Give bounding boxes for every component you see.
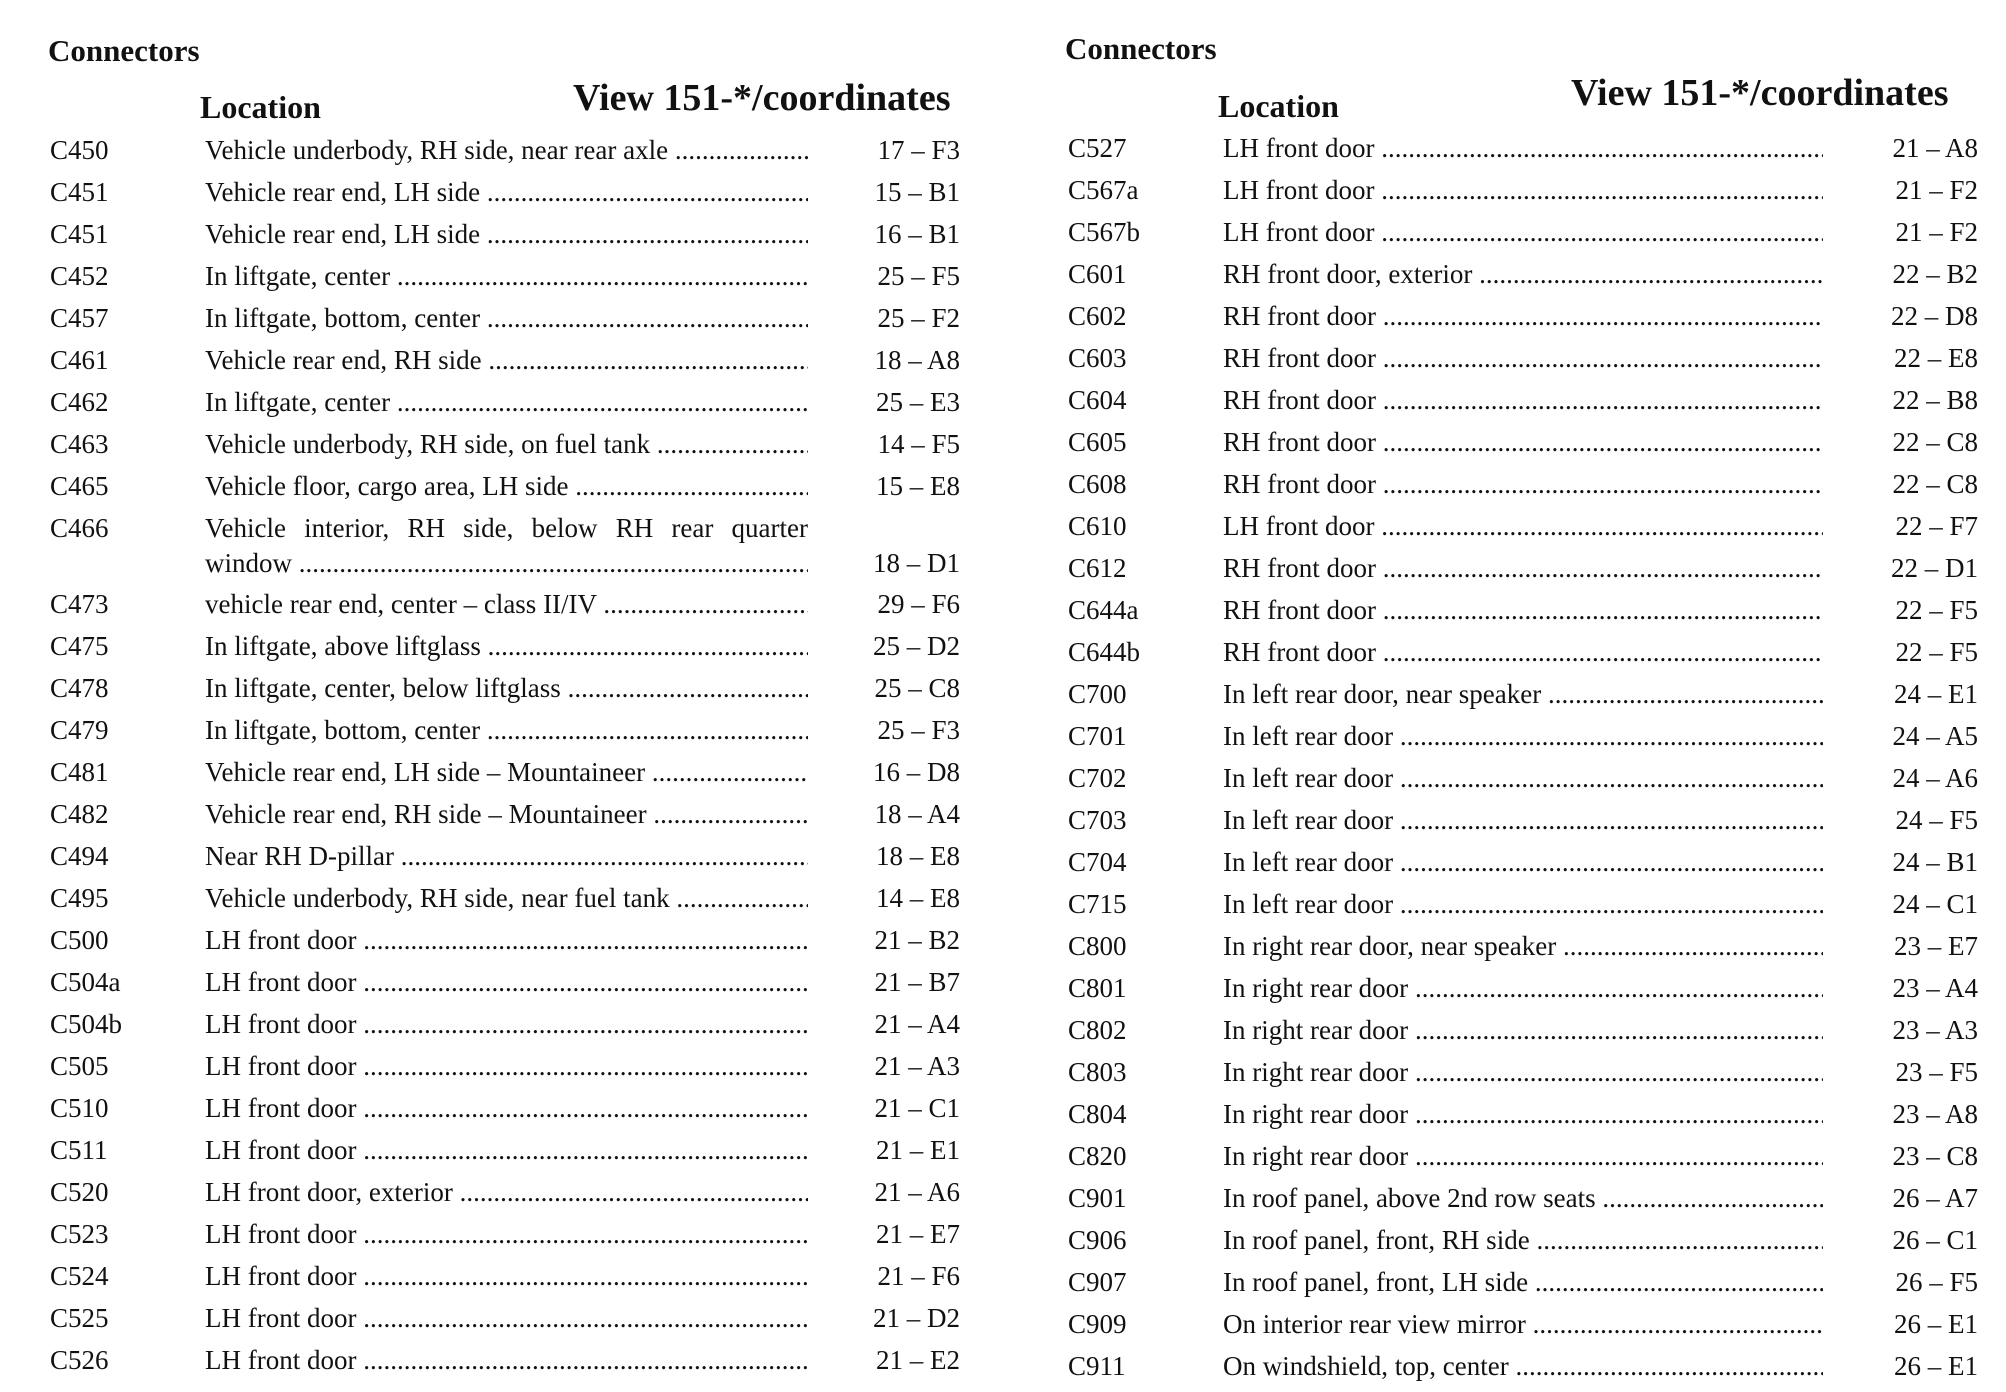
view-coordinate: 21 – B2 <box>874 925 960 955</box>
view-coordinate: 22 – E8 <box>1894 343 1978 373</box>
table-row <box>1003 593 2006 628</box>
table-row <box>1003 719 2006 754</box>
table-row <box>0 1343 1003 1378</box>
connector-location: In right rear door ..... <box>1223 1055 1823 1090</box>
view-coordinate: 23 – A4 <box>1892 973 1978 1003</box>
connector-id: C451 <box>50 219 109 249</box>
table-row <box>0 133 1003 168</box>
right-column <box>1003 0 2006 1392</box>
table-row <box>0 301 1003 336</box>
table-row <box>0 1049 1003 1084</box>
table-row <box>0 1175 1003 1210</box>
table-row <box>0 587 1003 622</box>
connector-id: C525 <box>50 1303 109 1333</box>
view-coordinate: 26 – E1 <box>1894 1351 1978 1381</box>
table-row <box>0 881 1003 916</box>
table-row <box>0 1217 1003 1252</box>
connector-location: RH front door ..... <box>1223 425 1823 460</box>
connector-location: In liftgate, center ..... <box>205 259 808 294</box>
connector-location: Vehicle underbody, RH side, near rear axle ..... <box>205 133 808 168</box>
view-coordinate: 23 – A3 <box>1892 1015 1978 1045</box>
connector-id: C495 <box>50 883 109 913</box>
table-row <box>0 797 1003 832</box>
table-row <box>0 217 1003 252</box>
table-row <box>1003 215 2006 250</box>
view-coordinate: 22 – F5 <box>1895 595 1978 625</box>
view-coordinate: 29 – F6 <box>877 589 960 619</box>
connector-location: On windshield, top, center ..... <box>1223 1349 1823 1384</box>
connector-id: C481 <box>50 757 109 787</box>
connector-id: C478 <box>50 673 109 703</box>
view-coordinate: 22 – F5 <box>1895 637 1978 667</box>
connector-location: Vehicle rear end, LH side ..... <box>205 217 808 252</box>
table-row <box>0 469 1003 504</box>
connector-id: C800 <box>1068 931 1127 961</box>
view-coordinate: 21 – D2 <box>873 1303 960 1333</box>
connector-id: C567a <box>1068 175 1139 205</box>
table-row <box>1003 383 2006 418</box>
connector-location: Vehicle rear end, RH side ..... <box>205 343 808 378</box>
connector-location: In liftgate, bottom, center ..... <box>205 713 808 748</box>
connector-id: C466 <box>50 513 109 543</box>
view-coordinate: 14 – F5 <box>877 429 960 459</box>
connector-id: C603 <box>1068 343 1127 373</box>
table-row <box>1003 1223 2006 1258</box>
view-coordinate: 22 – B8 <box>1892 385 1978 415</box>
table-row <box>1003 509 2006 544</box>
view-coordinate: 21 – C1 <box>874 1093 960 1123</box>
connector-location-line1: Vehicle interior, RH side, below RH rear quarter <box>205 513 808 543</box>
table-row <box>1003 845 2006 880</box>
view-coordinate: 22 – B2 <box>1892 259 1978 289</box>
connector-id: C452 <box>50 261 109 291</box>
connector-location: LH front door ..... <box>205 1133 808 1168</box>
connector-location: In liftgate, center, below liftglass ..... <box>205 671 808 706</box>
table-row <box>0 839 1003 874</box>
table-row <box>0 259 1003 294</box>
table-row <box>1003 1265 2006 1300</box>
view-coordinate: 22 – F7 <box>1895 511 1978 541</box>
table-row <box>1003 1055 2006 1090</box>
connector-location: LH front door ..... <box>205 1217 808 1252</box>
table-row <box>1003 1307 2006 1342</box>
view-coordinate: 24 – C1 <box>1892 889 1978 919</box>
view-coordinate: 21 – E1 <box>876 1135 960 1165</box>
connector-location: In liftgate, bottom, center ..... <box>205 301 808 336</box>
connector-location: In right rear door, near speaker ..... <box>1223 929 1823 964</box>
connector-location: In roof panel, front, RH side ..... <box>1223 1223 1823 1258</box>
connector-location: Vehicle rear end, LH side – Mountaineer ..... <box>205 755 808 790</box>
view-coordinate: 24 – E1 <box>1894 679 1978 709</box>
connector-location: In left rear door, near speaker ..... <box>1223 677 1823 712</box>
table-row <box>0 1133 1003 1168</box>
connector-location: Vehicle underbody, RH side, near fuel tank ..... <box>205 881 808 916</box>
view-coordinate: 17 – F3 <box>877 135 960 165</box>
table-row <box>0 629 1003 664</box>
view-coordinates-header: View 151-*/coordinates <box>573 77 951 119</box>
table-row <box>1003 677 2006 712</box>
connector-location: In right rear door ..... <box>1223 971 1823 1006</box>
table-row <box>1003 635 2006 670</box>
connector-location: In right rear door ..... <box>1223 1139 1823 1174</box>
connector-id: C608 <box>1068 469 1127 499</box>
connector-id: C510 <box>50 1093 109 1123</box>
connector-location: In right rear door ..... <box>1223 1013 1823 1048</box>
connector-location: RH front door ..... <box>1223 299 1823 334</box>
connector-location: LH front door ..... <box>205 923 808 958</box>
table-row <box>1003 1349 2006 1384</box>
table-row <box>0 175 1003 210</box>
table-row <box>1003 929 2006 964</box>
connector-id: C479 <box>50 715 109 745</box>
table-row <box>1003 551 2006 586</box>
connector-id: C465 <box>50 471 109 501</box>
connector-location: LH front door ..... <box>1223 131 1823 166</box>
table-row <box>1003 341 2006 376</box>
view-coordinate: 18 – A4 <box>874 799 960 829</box>
view-coordinate: 25 – D2 <box>873 631 960 661</box>
location-header: Location <box>200 89 321 125</box>
view-coordinate: 16 – B1 <box>874 219 960 249</box>
connector-location: In left rear door ..... <box>1223 803 1823 838</box>
view-coordinate: 22 – D8 <box>1891 301 1978 331</box>
table-row <box>0 343 1003 378</box>
table-row <box>1003 425 2006 460</box>
connector-location: LH front door ..... <box>205 965 808 1000</box>
connector-id: C700 <box>1068 679 1127 709</box>
view-coordinate: 24 – A6 <box>1892 763 1978 793</box>
table-row <box>0 923 1003 958</box>
connector-location: LH front door ..... <box>205 1049 808 1084</box>
connector-location: Vehicle rear end, RH side – Mountaineer ..... <box>205 797 808 832</box>
connector-id: C526 <box>50 1345 109 1375</box>
connector-location: RH front door ..... <box>1223 383 1823 418</box>
connector-location: Vehicle underbody, RH side, on fuel tank ..... <box>205 427 808 462</box>
view-coordinate: 25 – F3 <box>877 715 960 745</box>
view-coordinate: 22 – C8 <box>1892 427 1978 457</box>
connector-id: C715 <box>1068 889 1127 919</box>
connector-id: C475 <box>50 631 109 661</box>
view-coordinate: 22 – D1 <box>1891 553 1978 583</box>
table-row <box>1003 257 2006 292</box>
connector-location: In liftgate, above liftglass ..... <box>205 629 808 664</box>
connector-location: vehicle rear end, center – class II/IV ..... <box>205 587 808 622</box>
view-coordinate: 24 – F5 <box>1895 805 1978 835</box>
table-row <box>0 511 1003 585</box>
connector-id: C461 <box>50 345 109 375</box>
connector-id: C604 <box>1068 385 1127 415</box>
connector-location: LH front door ..... <box>205 1343 808 1378</box>
view-coordinate: 21 – E2 <box>876 1345 960 1375</box>
connector-id: C906 <box>1068 1225 1127 1255</box>
connector-id: C701 <box>1068 721 1127 751</box>
table-row <box>1003 1181 2006 1216</box>
connector-id: C907 <box>1068 1267 1127 1297</box>
connector-location: RH front door ..... <box>1223 467 1823 502</box>
view-coordinate: 21 – A3 <box>874 1051 960 1081</box>
view-coordinate: 25 – F2 <box>877 303 960 333</box>
table-row <box>0 1007 1003 1042</box>
connector-id: C505 <box>50 1051 109 1081</box>
connector-id: C909 <box>1068 1309 1127 1339</box>
connector-location: RH front door, exterior ..... <box>1223 257 1823 292</box>
table-row <box>1003 173 2006 208</box>
connector-id: C602 <box>1068 301 1127 331</box>
connector-id: C703 <box>1068 805 1127 835</box>
table-row <box>0 713 1003 748</box>
view-coordinate: 15 – B1 <box>874 177 960 207</box>
connector-id: C524 <box>50 1261 109 1291</box>
connector-location: LH front door ..... <box>1223 215 1823 250</box>
connector-location: In left rear door ..... <box>1223 719 1823 754</box>
connector-id: C511 <box>50 1135 108 1165</box>
connector-id: C520 <box>50 1177 109 1207</box>
view-coordinate: 24 – A5 <box>1892 721 1978 751</box>
connector-location: RH front door ..... <box>1223 593 1823 628</box>
connector-id: C457 <box>50 303 109 333</box>
connector-id: C644a <box>1068 595 1139 625</box>
connector-location: In liftgate, center ..... <box>205 385 808 420</box>
view-coordinate: 18 – D1 <box>873 548 960 578</box>
table-row <box>0 755 1003 790</box>
connector-id: C482 <box>50 799 109 829</box>
view-coordinate: 25 – E3 <box>876 387 960 417</box>
connector-id: C567b <box>1068 217 1141 247</box>
view-coordinate: 21 – A8 <box>1892 133 1978 163</box>
connector-location: LH front door ..... <box>205 1091 808 1126</box>
view-coordinate: 21 – E7 <box>876 1219 960 1249</box>
table-row <box>1003 761 2006 796</box>
view-coordinate: 21 – F2 <box>1895 175 1978 205</box>
connector-location: In roof panel, front, LH side ..... <box>1223 1265 1823 1300</box>
connector-id: C644b <box>1068 637 1141 667</box>
connector-id: C504a <box>50 967 121 997</box>
connector-id: C612 <box>1068 553 1127 583</box>
connector-id: C605 <box>1068 427 1127 457</box>
connector-id: C451 <box>50 177 109 207</box>
table-row <box>1003 887 2006 922</box>
table-row <box>1003 971 2006 1006</box>
connector-location: Near RH D-pillar ..... <box>205 839 808 874</box>
view-coordinate: 26 – C1 <box>1892 1225 1978 1255</box>
connector-location: LH front door ..... <box>205 1259 808 1294</box>
connector-location: window ..... <box>205 546 808 581</box>
connector-id: C802 <box>1068 1015 1127 1045</box>
view-coordinate: 26 – A7 <box>1892 1183 1978 1213</box>
view-coordinate: 16 – D8 <box>873 757 960 787</box>
connector-id: C504b <box>50 1009 123 1039</box>
connector-id: C610 <box>1068 511 1127 541</box>
view-coordinate: 21 – F2 <box>1895 217 1978 247</box>
connector-id: C901 <box>1068 1183 1127 1213</box>
view-coordinate: 26 – E1 <box>1894 1309 1978 1339</box>
table-row <box>1003 299 2006 334</box>
connector-location: In left rear door ..... <box>1223 887 1823 922</box>
view-coordinate: 22 – C8 <box>1892 469 1978 499</box>
view-coordinate: 21 – B7 <box>874 967 960 997</box>
connector-id: C804 <box>1068 1099 1127 1129</box>
view-coordinate: 23 – C8 <box>1892 1141 1978 1171</box>
table-row <box>0 385 1003 420</box>
table-row <box>0 1091 1003 1126</box>
connector-id: C462 <box>50 387 109 417</box>
connector-location: Vehicle floor, cargo area, LH side ..... <box>205 469 808 504</box>
view-coordinate: 21 – F6 <box>877 1261 960 1291</box>
table-row <box>1003 1139 2006 1174</box>
view-coordinate: 18 – E8 <box>876 841 960 871</box>
view-coordinate: 14 – E8 <box>876 883 960 913</box>
connector-id: C473 <box>50 589 109 619</box>
connector-id: C463 <box>50 429 109 459</box>
connector-location: Vehicle rear end, LH side ..... <box>205 175 808 210</box>
table-row <box>1003 1013 2006 1048</box>
connector-id: C523 <box>50 1219 109 1249</box>
connector-location: RH front door ..... <box>1223 551 1823 586</box>
connector-id: C527 <box>1068 133 1127 163</box>
connector-id: C704 <box>1068 847 1127 877</box>
section-title: Connectors <box>48 33 200 68</box>
view-coordinate: 25 – F5 <box>877 261 960 291</box>
connector-id: C494 <box>50 841 109 871</box>
table-row <box>1003 467 2006 502</box>
table-row <box>0 1259 1003 1294</box>
view-coordinate: 21 – A6 <box>874 1177 960 1207</box>
connector-location: LH front door ..... <box>205 1007 808 1042</box>
connector-id: C803 <box>1068 1057 1127 1087</box>
connector-id: C801 <box>1068 973 1127 1003</box>
connector-id: C911 <box>1068 1351 1126 1381</box>
connector-location: LH front door ..... <box>205 1301 808 1336</box>
connector-location: In left rear door ..... <box>1223 845 1823 880</box>
connector-location: RH front door ..... <box>1223 341 1823 376</box>
view-coordinate: 21 – A4 <box>874 1009 960 1039</box>
connector-location: In roof panel, above 2nd row seats ..... <box>1223 1181 1823 1216</box>
table-row <box>0 1301 1003 1336</box>
view-coordinate: 24 – B1 <box>1892 847 1978 877</box>
view-coordinate: 23 – F5 <box>1895 1057 1978 1087</box>
view-coordinates-header: View 151-*/coordinates <box>1571 72 1949 114</box>
connector-location: LH front door ..... <box>1223 509 1823 544</box>
table-row <box>1003 131 2006 166</box>
connector-location: In right rear door ..... <box>1223 1097 1823 1132</box>
connector-id: C450 <box>50 135 109 165</box>
connector-id: C500 <box>50 925 109 955</box>
connector-location: LH front door, exterior ..... <box>205 1175 808 1210</box>
table-row <box>0 427 1003 462</box>
view-coordinate: 23 – E7 <box>1894 931 1978 961</box>
location-header: Location <box>1218 88 1339 124</box>
table-row <box>1003 1097 2006 1132</box>
connector-location: In left rear door ..... <box>1223 761 1823 796</box>
view-coordinate: 23 – A8 <box>1892 1099 1978 1129</box>
connector-id: C820 <box>1068 1141 1127 1171</box>
view-coordinate: 15 – E8 <box>876 471 960 501</box>
table-row <box>0 965 1003 1000</box>
connector-id: C702 <box>1068 763 1127 793</box>
view-coordinate: 26 – F5 <box>1895 1267 1978 1297</box>
table-row <box>1003 803 2006 838</box>
connector-location: RH front door ..... <box>1223 635 1823 670</box>
connector-location: On interior rear view mirror ..... <box>1223 1307 1823 1342</box>
section-title: Connectors <box>1065 31 1217 66</box>
view-coordinate: 18 – A8 <box>874 345 960 375</box>
connector-location: LH front door ..... <box>1223 173 1823 208</box>
table-row <box>0 671 1003 706</box>
view-coordinate: 25 – C8 <box>874 673 960 703</box>
connector-id: C601 <box>1068 259 1127 289</box>
